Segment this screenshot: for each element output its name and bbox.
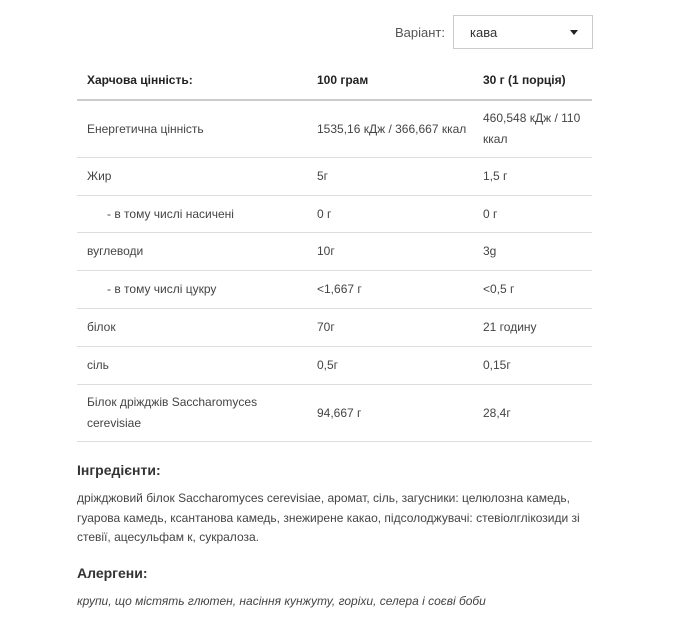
value-100g: <1,667 г <box>307 271 473 309</box>
nutrient-name: - в тому числі насичені <box>77 196 307 233</box>
table-row <box>77 196 592 233</box>
nutrient-name: - в тому числі цукру <box>77 271 307 309</box>
nutrient-name: Енергетична цінність <box>77 100 307 158</box>
nutrient-name: білок <box>77 309 307 347</box>
variant-select[interactable] <box>453 15 593 49</box>
table-row <box>77 347 592 385</box>
value-serving: <0,5 г <box>473 271 592 309</box>
value-100g: 0,5г <box>307 347 473 385</box>
value-100g: 0 г <box>307 196 473 233</box>
table-row <box>77 385 592 442</box>
ingredients-text: дріжджовий білок Saccharomyces cerevisiae, аромат, сіль, загусники: целюлозна камедь, гуарова камедь, ксантанова камедь, знежирене какао, підсолоджувачі: стевіолглікозиди зі стевії, ацесульфам к, сукралоза. <box>77 491 580 544</box>
value-serving: 1,5 г <box>473 158 592 196</box>
table-row <box>77 233 592 271</box>
value-serving: 0 г <box>473 196 592 233</box>
table-row <box>77 158 592 196</box>
table-row <box>77 271 592 309</box>
table-row <box>77 100 592 158</box>
allergens-text: крупи, що містять глютен, насіння кунжуту, горіхи, селера і соєві боби <box>77 594 486 608</box>
nutrient-name: сіль <box>77 347 307 385</box>
value-100g: 94,667 г <box>307 385 473 442</box>
value-serving: 3g <box>473 233 592 271</box>
header-100g: 100 грам <box>307 62 473 100</box>
value-serving: 28,4г <box>473 385 592 442</box>
variant-selector <box>395 15 593 49</box>
value-100g: 70г <box>307 309 473 347</box>
variant-label: Варіант: <box>395 24 445 40</box>
nutrient-name: Жир <box>77 158 307 196</box>
value-serving: 460,548 кДж / 110 ккал <box>473 100 592 158</box>
value-serving: 0,15г <box>473 347 592 385</box>
nutrient-name: Білок дріжджів Saccharomyces cerevisiae <box>77 385 307 442</box>
chevron-down-icon <box>570 30 578 35</box>
table-row <box>77 309 592 347</box>
value-serving: 21 годину <box>473 309 592 347</box>
nutrient-name: вуглеводи <box>77 233 307 271</box>
header-serving: 30 г (1 порція) <box>473 62 592 100</box>
allergens-title: Алергени: <box>77 565 148 581</box>
nutrition-table <box>77 62 592 442</box>
ingredients-title: Інгредієнти: <box>77 462 161 478</box>
table-header-row <box>77 62 592 100</box>
value-100g: 1535,16 кДж / 366,667 ккал <box>307 100 473 158</box>
header-nutrition: Харчова цінність: <box>77 62 307 100</box>
variant-selected-value: кава <box>470 24 498 40</box>
value-100g: 5г <box>307 158 473 196</box>
value-100g: 10г <box>307 233 473 271</box>
